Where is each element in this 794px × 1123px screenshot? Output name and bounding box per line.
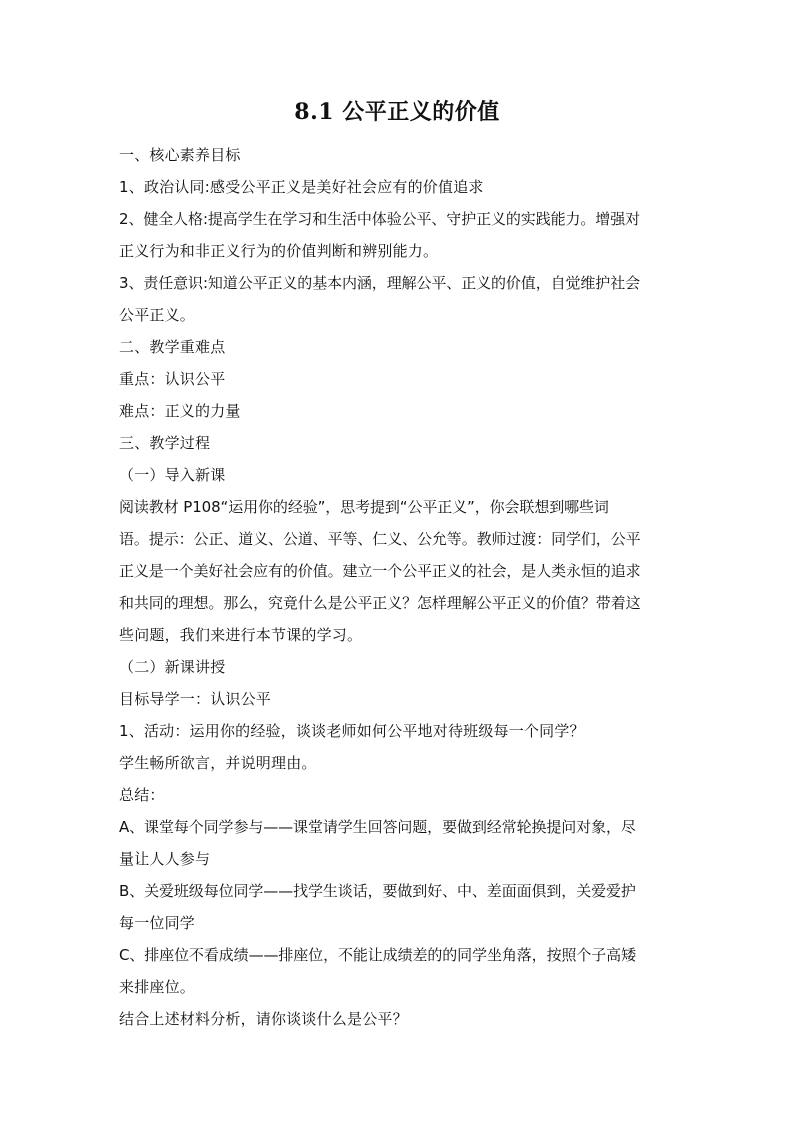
paragraph-line: 难点：正义的力量 <box>119 402 241 420</box>
subsection-heading: （二）新课讲授 <box>119 658 226 676</box>
section-heading: 一、核心素养目标 <box>119 146 241 164</box>
paragraph-line: A、课堂每个同学参与——课堂请学生回答问题，要做到经常轮换提问对象，尽 <box>119 818 636 836</box>
paragraph-line: 语。提示：公正、道义、公道、平等、仁义、公允等。教师过渡：同学们，公平 <box>119 530 641 548</box>
paragraph-line: 些问题，我们来进行本节课的学习。 <box>119 626 363 644</box>
document-title: 8.1 公平正义的价值 <box>294 99 500 125</box>
paragraph-line: 总结： <box>119 786 165 804</box>
paragraph-line: 和共同的理想。那么，究竟什么是公平正义？怎样理解公平正义的价值？带着这 <box>119 594 641 612</box>
paragraph-line: 每一位同学 <box>119 914 196 932</box>
section-heading: 二、教学重难点 <box>119 338 226 356</box>
paragraph-line: C、排座位不看成绩——排座位，不能让成绩差的的同学坐角落，按照个子高矮 <box>119 946 636 964</box>
paragraph-line: 正义行为和非正义行为的价值判断和辨别能力。 <box>119 242 439 260</box>
paragraph-line: 1、活动：运用你的经验，谈谈老师如何公平地对待班级每一个同学？ <box>119 722 585 740</box>
paragraph-line: 正义是一个美好社会应有的价值。建立一个公平正义的社会，是人类永恒的追求 <box>119 562 641 580</box>
paragraph-line: B、关爱班级每位同学——找学生谈话，要做到好、中、差面面俱到，关爱爱护 <box>119 882 636 900</box>
paragraph-line: 目标导学一：认识公平 <box>119 690 272 708</box>
paragraph-line: 3、责任意识:知道公平正义的基本内涵，理解公平、正义的价值，自觉维护社会 <box>119 274 641 292</box>
section-heading: 三、教学过程 <box>119 434 211 452</box>
paragraph-line: 1、政治认同:感受公平正义是美好社会应有的价值追求 <box>119 178 484 196</box>
paragraph-line: 学生畅所欲言，并说明理由。 <box>119 754 317 772</box>
paragraph-line: 量让人人参与 <box>119 850 211 868</box>
paragraph-line: 重点：认识公平 <box>119 370 226 388</box>
paragraph-line: 2、健全人格:提高学生在学习和生活中体验公平、守护正义的实践能力。增强对 <box>119 210 641 228</box>
subsection-heading: （一）导入新课 <box>119 466 226 484</box>
paragraph-line: 阅读教材 P108“运用你的经验”，思考提到“公平正义”，你会联想到哪些词 <box>119 498 609 516</box>
paragraph-line: 公平正义。 <box>119 306 196 324</box>
document-body <box>119 139 679 1035</box>
paragraph-line: 结合上述材料分析，请你谈谈什么是公平？ <box>119 1010 408 1028</box>
paragraph-line: 来排座位。 <box>119 978 196 996</box>
